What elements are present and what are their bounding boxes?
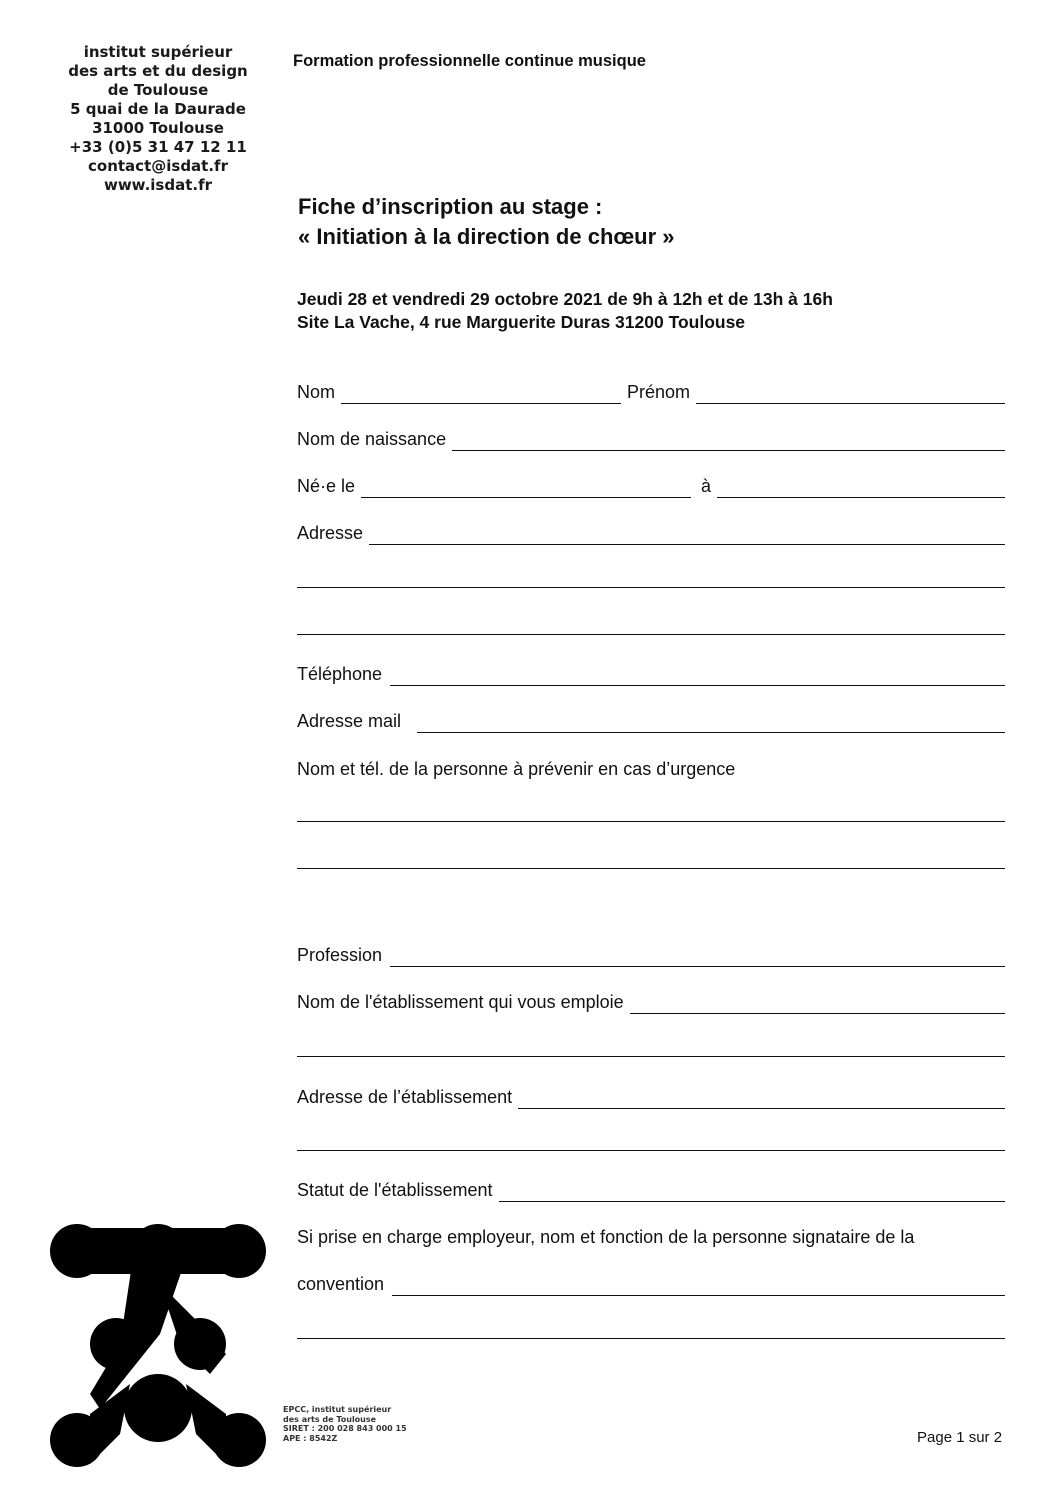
row-adresse (297, 521, 1005, 545)
institution-address (60, 43, 256, 195)
field-convention-line-2[interactable] (297, 1338, 1005, 1339)
address-line: 5 quai de la Daurade (70, 100, 246, 118)
row-statut (297, 1178, 1005, 1202)
label-convention: convention (297, 1274, 385, 1294)
field-adresse-line-3[interactable] (297, 634, 1005, 635)
label-a: à (701, 476, 712, 496)
label-nom: Nom (297, 382, 336, 402)
field-adresse-mail[interactable] (417, 713, 1005, 733)
row-telephone (297, 662, 1005, 686)
row-nom-prenom (297, 380, 1005, 404)
address-line: contact@isdat.fr (88, 157, 228, 175)
label-prise-en-charge: Si prise en charge employeur, nom et fonction de la personne signataire de la (297, 1227, 915, 1247)
address-line: +33 (0)5 31 47 12 11 (69, 138, 247, 156)
field-adresse[interactable] (369, 525, 1005, 545)
row-nom-naissance (297, 427, 1005, 451)
field-profession[interactable] (390, 947, 1005, 967)
label-etablissement: Nom de l'établissement qui vous emploie (297, 992, 624, 1012)
field-telephone[interactable] (390, 666, 1005, 686)
field-statut[interactable] (499, 1182, 1005, 1202)
label-prenom: Prénom (627, 382, 691, 402)
address-line: de Toulouse (107, 81, 209, 99)
isdat-logo-icon (50, 1224, 266, 1470)
label-ne-le: Né·e le (297, 476, 356, 496)
legal-info (283, 1405, 407, 1443)
field-urgence-line-2[interactable] (297, 868, 1005, 869)
document-header: Formation professionnelle continue musique (293, 52, 646, 70)
field-convention[interactable] (392, 1276, 1005, 1296)
document-title (298, 192, 675, 252)
event-dates: Jeudi 28 et vendredi 29 octobre 2021 de 9h à 12h et de 13h à 16h (297, 289, 833, 309)
legal-line: APE : 8542Z (283, 1433, 338, 1443)
label-profession: Profession (297, 945, 383, 965)
field-nom[interactable] (341, 384, 621, 404)
row-adresse-mail (297, 709, 1005, 733)
field-etablissement-line-2[interactable] (297, 1056, 1005, 1057)
label-urgence: Nom et tél. de la personne à prévenir en cas d’urgence (297, 759, 736, 779)
label-telephone: Téléphone (297, 664, 383, 684)
page-number: Page 1 sur 2 (917, 1429, 1003, 1446)
legal-line: EPCC, institut supérieur (283, 1405, 392, 1414)
field-lieu-naissance[interactable] (717, 478, 1005, 498)
label-adresse: Adresse (297, 523, 364, 543)
address-line: des arts et du design (68, 62, 248, 80)
row-etablissement (297, 990, 1005, 1014)
label-statut: Statut de l'établissement (297, 1180, 493, 1200)
legal-line: SIRET : 200 028 843 000 15 (283, 1424, 407, 1433)
field-prenom[interactable] (696, 384, 1005, 404)
title-line-1: Fiche d’inscription au stage : (298, 194, 603, 219)
row-adresse-etablissement (297, 1085, 1005, 1109)
field-date-naissance[interactable] (361, 478, 691, 498)
event-site: Site La Vache, 4 rue Marguerite Duras 31200 Toulouse (297, 312, 746, 332)
field-adresse-etablissement-line-2[interactable] (297, 1150, 1005, 1151)
label-adresse-etablissement: Adresse de l’établissement (297, 1087, 513, 1107)
address-line: 31000 Toulouse (92, 119, 224, 137)
address-line: www.isdat.fr (103, 176, 213, 194)
field-adresse-etablissement[interactable] (518, 1089, 1005, 1109)
label-nom-naissance: Nom de naissance (297, 429, 447, 449)
title-line-2: « Initiation à la direction de chœur » (298, 224, 675, 249)
row-naissance (297, 474, 1005, 498)
label-adresse-mail: Adresse mail (297, 711, 402, 731)
address-line: institut supérieur (83, 43, 233, 61)
row-convention (297, 1272, 1005, 1296)
event-info (297, 288, 833, 334)
field-adresse-line-2[interactable] (297, 587, 1005, 588)
legal-line: des arts de Toulouse (283, 1414, 377, 1424)
field-etablissement[interactable] (630, 994, 1005, 1014)
field-urgence-line-1[interactable] (297, 821, 1005, 822)
row-profession (297, 943, 1005, 967)
field-nom-naissance[interactable] (452, 431, 1005, 451)
